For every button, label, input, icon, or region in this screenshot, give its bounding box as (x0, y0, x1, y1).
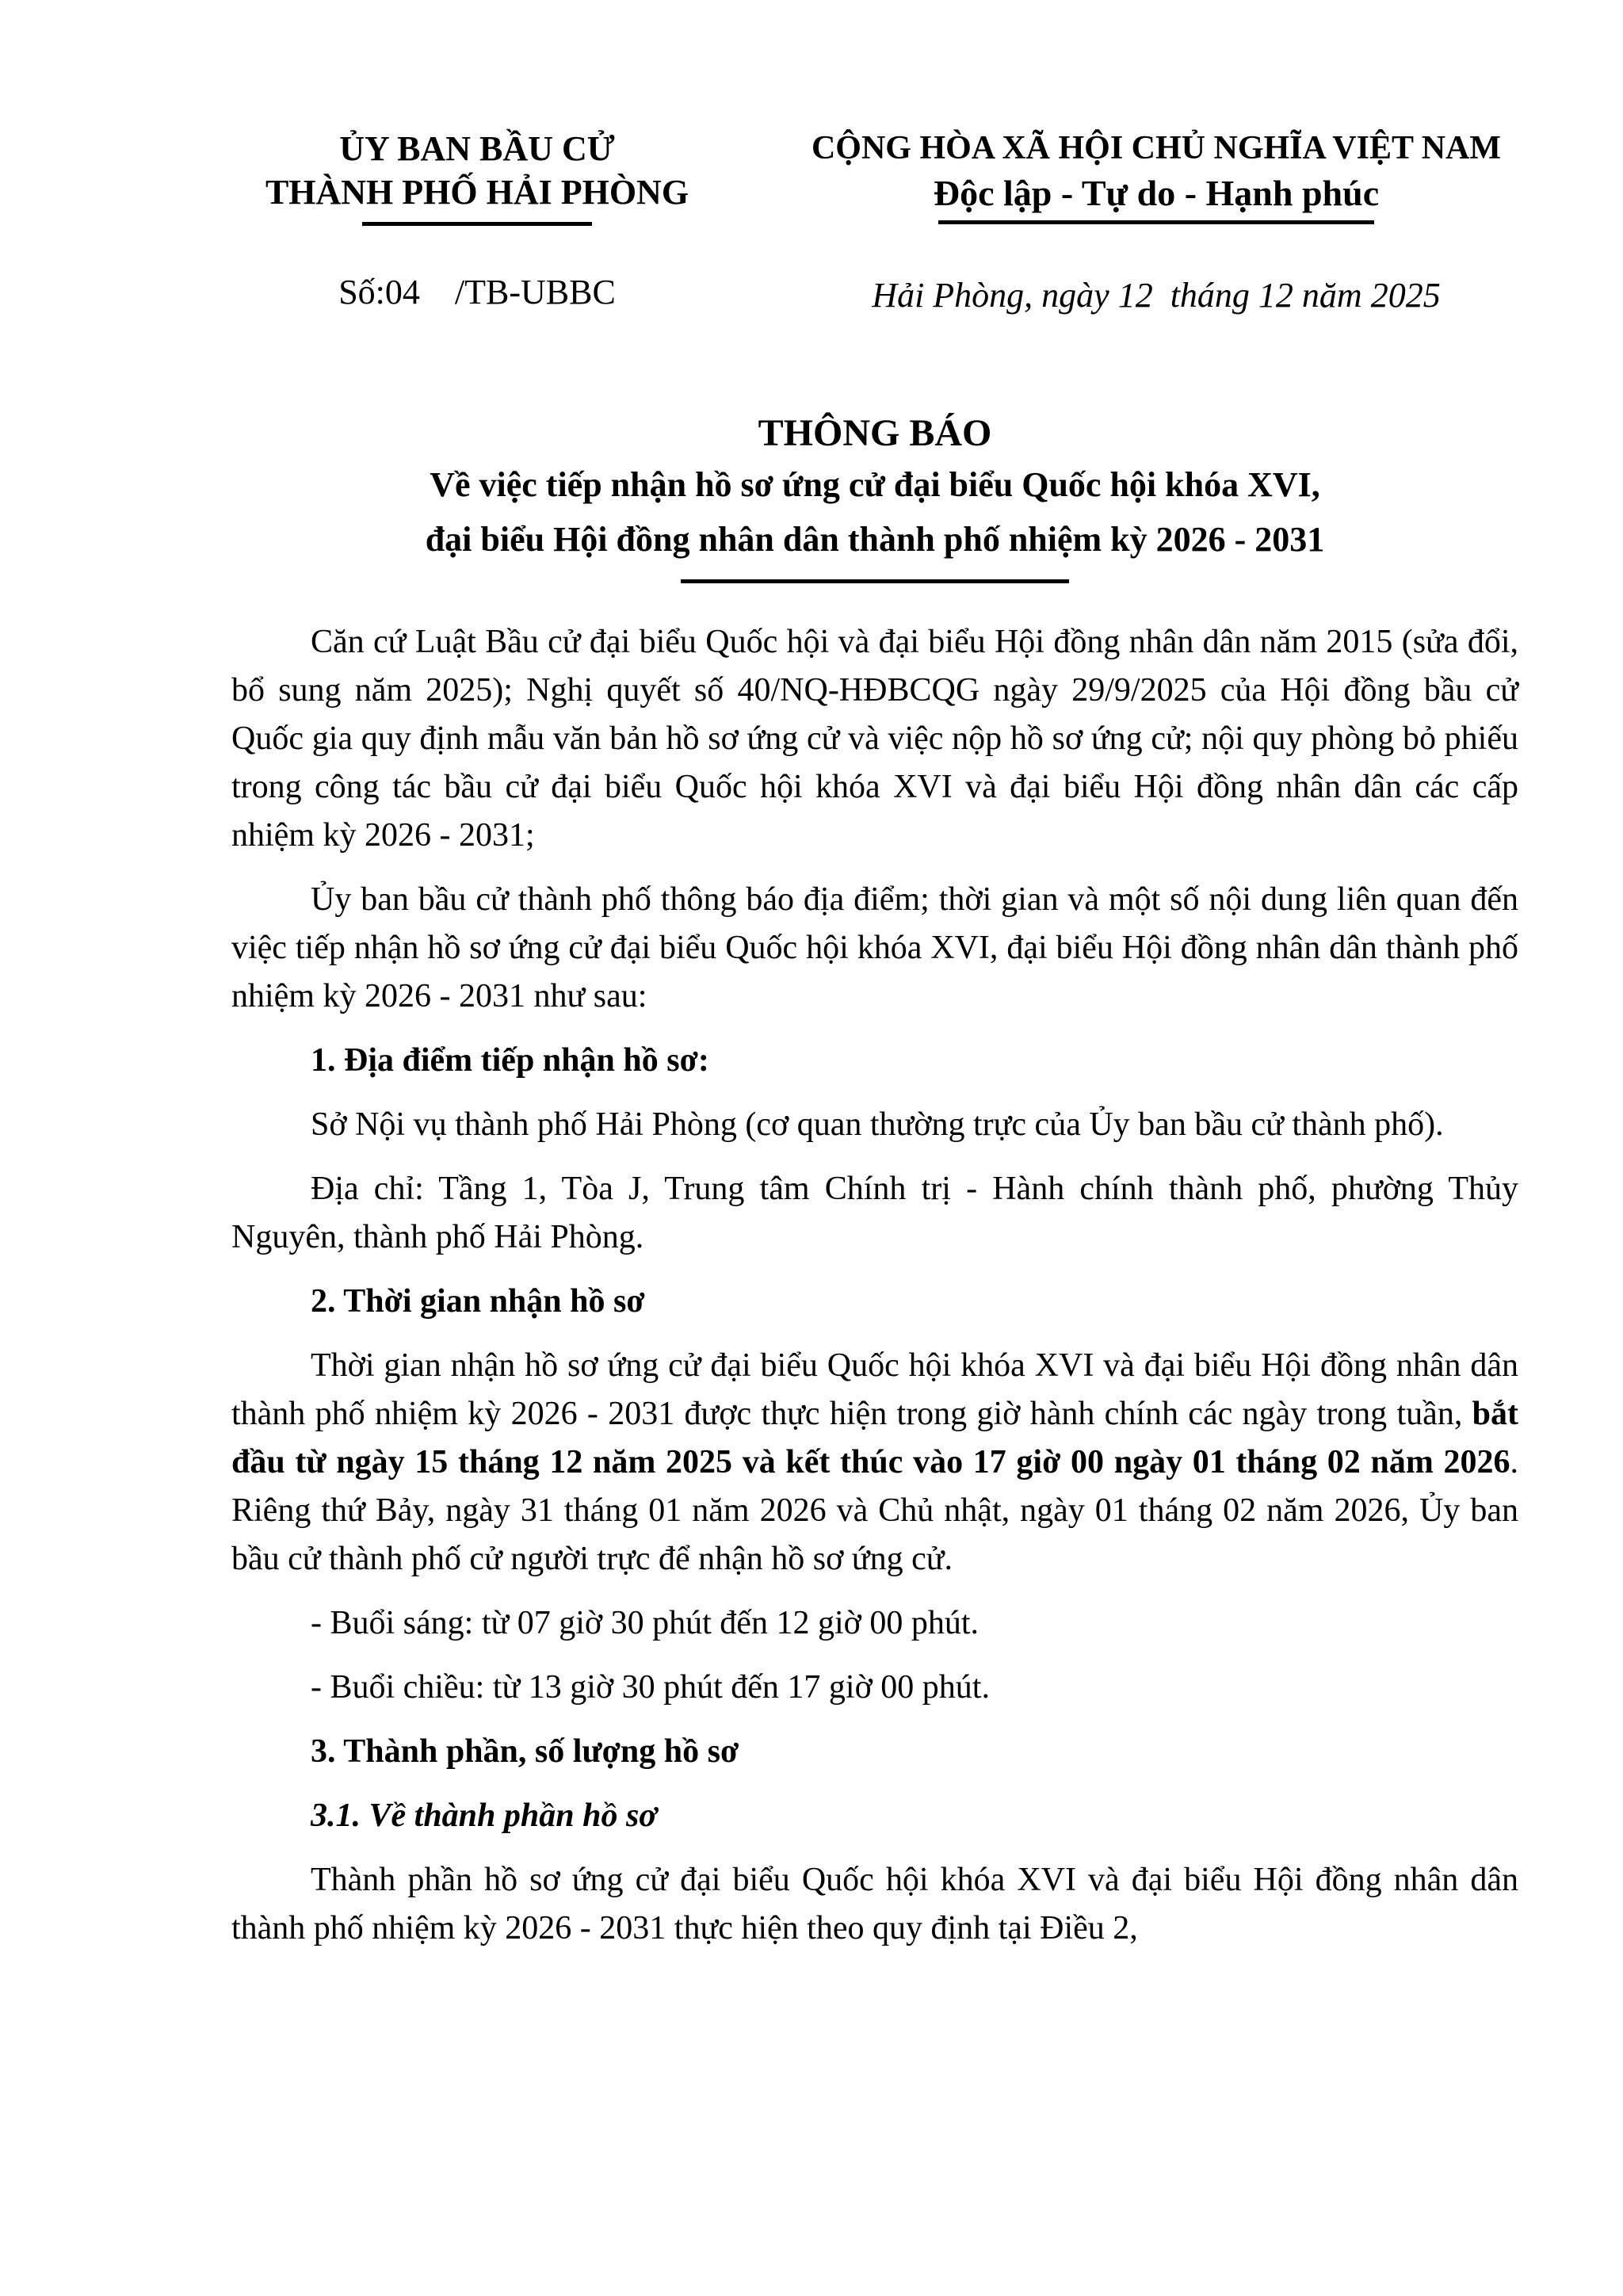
document-title-block (231, 409, 1518, 583)
document-body (231, 618, 1518, 1953)
paragraph-dossier-components: Thành phần hồ sơ ứng cử đại biểu Quốc hội khóa XVI và đại biểu Hội đồng nhân dân thành phố nhiệm kỳ 2026 - 2031 thực hiện theo quy định tại Điều 2, (231, 1861, 1518, 1946)
bullet-afternoon-hours: - Buổi chiều: từ 13 giờ 30 phút đến 17 giờ 00 phút. (311, 1668, 990, 1706)
section-1-heading: 1. Địa điểm tiếp nhận hồ sơ: (311, 1041, 709, 1079)
issuing-org-line1: ỦY BAN BẦU CỬ (339, 129, 615, 168)
issuing-org-rule (362, 222, 592, 226)
paragraph-announcement-intro: Ủy ban bầu cử thành phố thông báo địa điểm; thời gian và một số nội dung liên quan đến việc tiếp nhận hồ sơ ứng cử đại biểu Quốc hội khóa XVI, đại biểu Hội đồng nhân dân thành phố nhiệm kỳ 2026 - 2031 như sau: (231, 881, 1518, 1014)
place-date-line: Hải Phòng, ngày 12 tháng 12 năm 2025 (872, 276, 1441, 315)
schedule-text-post: . Riêng thứ Bảy, ngày 31 tháng 01 năm 2026 và Chủ nhật, ngày 01 tháng 02 năm 2026, Ủy ban bầu cử thành phố cử người trực để nhận hồ sơ ứng cử. (231, 1443, 1518, 1577)
bullet-morning-hours: - Buổi sáng: từ 07 giờ 30 phút đến 12 giờ 00 phút. (311, 1604, 979, 1641)
document-subject-line2: đại biểu Hội đồng nhân dân thành phố nhiệm kỳ 2026 - 2031 (425, 519, 1325, 559)
schedule-text-bold: bắt đầu từ ngày 15 tháng 12 năm 2025 và kết thúc vào 17 giờ 00 ngày 01 tháng 02 năm 2026 (231, 1395, 1518, 1480)
paragraph-location: Sở Nội vụ thành phố Hải Phòng (cơ quan thường trực của Ủy ban bầu cử thành phố). (311, 1106, 1444, 1143)
national-motto-line: Độc lập - Tự do - Hạnh phúc (933, 172, 1380, 213)
document-header (231, 127, 1518, 315)
paragraph-legal-basis: Căn cứ Luật Bầu cử đại biểu Quốc hội và đại biểu Hội đồng nhân dân năm 2015 (sửa đổi, bổ sung năm 2025); Nghị quyết số 40/NQ-HĐBCQG ngày 29/9/2025 của Hội đồng bầu cử Quốc gia quy định mẫu văn bản hồ sơ ứng cử và việc nộp hồ sơ ứng cử; nội quy phòng bỏ phiếu trong công tác bầu cử đại biểu Quốc hội khóa XVI và đại biểu Hội đồng nhân dân các cấp nhiệm kỳ 2026 - 2031; (231, 623, 1518, 854)
national-name-line: CỘNG HÒA XÃ HỘI CHỦ NGHĨA VIỆT NAM (811, 130, 1502, 166)
section-3-heading: 3. Thành phần, số lượng hồ sơ (311, 1733, 739, 1770)
paragraph-schedule (231, 1342, 1518, 1584)
document-type-title: THÔNG BÁO (758, 412, 992, 455)
document-subject-line1: Về việc tiếp nhận hồ sơ ứng cử đại biểu Quốc hội khóa XVI, (430, 465, 1320, 505)
title-rule (681, 579, 1069, 583)
issuing-org-block (231, 127, 723, 312)
section-2-heading: 2. Thời gian nhận hồ sơ (311, 1282, 645, 1320)
paragraph-address: Địa chỉ: Tầng 1, Tòa J, Trung tâm Chính trị - Hành chính thành phố, phường Thủy Nguyên, thành phố Hải Phòng. (231, 1170, 1518, 1255)
issuing-org-line2: THÀNH PHỐ HẢI PHÒNG (265, 173, 689, 212)
document-number: Số:04 /TB-UBBC (338, 273, 616, 311)
schedule-text-pre: Thời gian nhận hồ sơ ứng cử đại biểu Quốc hội khóa XVI và đại biểu Hội đồng nhân dân thành phố nhiệm kỳ 2026 - 2031 được thực hiện trong giờ hành chính các ngày trong tuần, (231, 1347, 1518, 1432)
section-3-1-heading: 3.1. Về thành phần hồ sơ (311, 1797, 657, 1834)
national-motto-rule (938, 220, 1374, 224)
national-motto-block (723, 127, 1518, 315)
